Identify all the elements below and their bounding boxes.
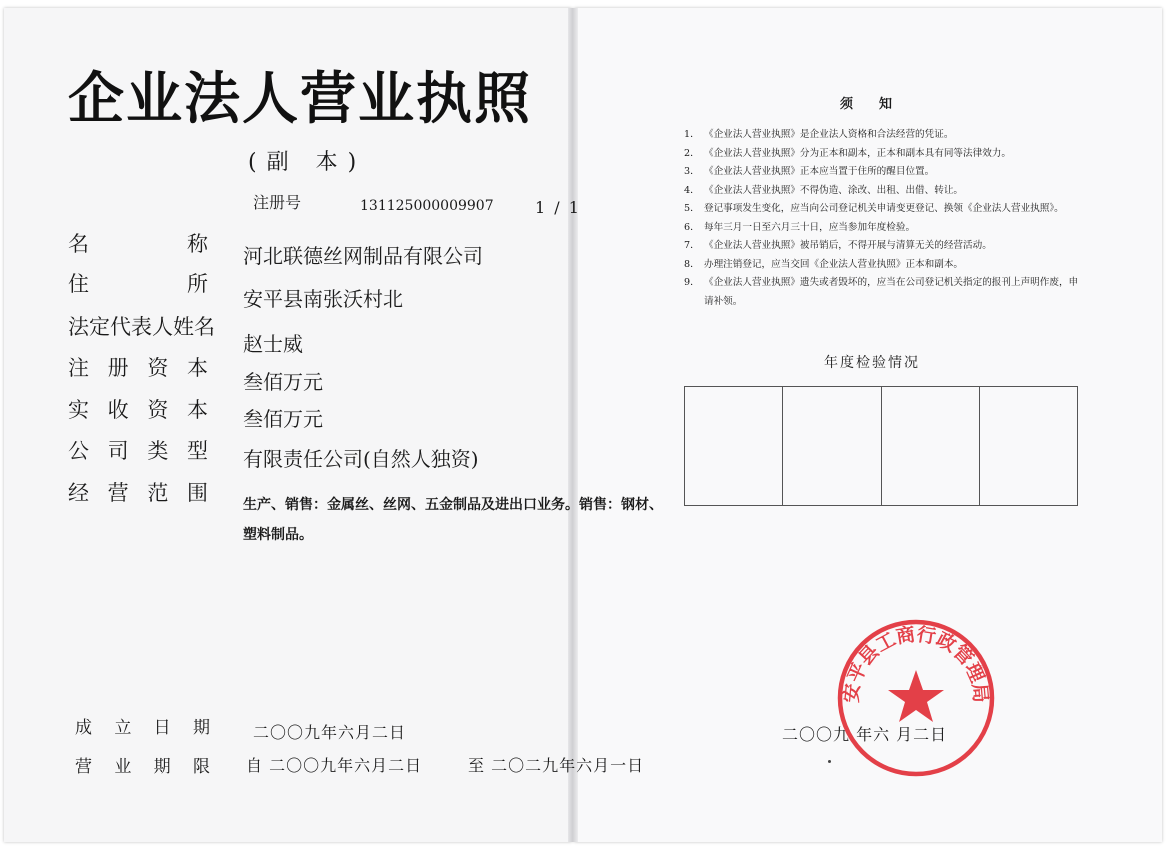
business-term-from: 自 二〇〇九年六月二日 bbox=[246, 756, 423, 775]
license-title: 企业法人营业执照 bbox=[68, 66, 532, 132]
issue-date: 二〇〇九 年六 月二日 bbox=[782, 725, 948, 744]
page-fold bbox=[568, 8, 578, 842]
notice-title: 须知 bbox=[840, 97, 919, 112]
annual-inspection-table bbox=[684, 386, 1078, 506]
notice-item: 4． 《企业法人营业执照》不得伪造、涂改、出租、出借、转让。 bbox=[684, 184, 964, 196]
annual-inspection-title: 年度检验情况 bbox=[824, 355, 920, 371]
notice-item: 8． 办理注销登记，应当交回《企业法人营业执照》正本和副本。 bbox=[684, 258, 964, 270]
notice-item: 6． 每年三月一日至六月三十日，应当参加年度检验。 bbox=[684, 221, 916, 233]
company-name: 河北联德丝网制品有限公司 bbox=[243, 244, 483, 268]
field-label-name: 名 称 bbox=[68, 232, 208, 256]
field-label-business-scope: 经 营 范 围 bbox=[68, 481, 208, 505]
establishment-date: 二〇〇九年六月二日 bbox=[253, 723, 407, 742]
registration-page: 1 / 1 bbox=[535, 198, 581, 217]
field-label-paid-capital: 实 收 资 本 bbox=[68, 398, 208, 422]
registration-label: 注册号 bbox=[253, 193, 302, 212]
copy-label: (副 本) bbox=[248, 150, 367, 175]
inspection-cell bbox=[783, 387, 881, 505]
business-term-label: 营 业 期 限 bbox=[75, 757, 210, 777]
field-label-company-type: 公 司 类 型 bbox=[68, 439, 208, 463]
notice-item: 7． 《企业法人营业执照》被吊销后，不得开展与清算无关的经营活动。 bbox=[684, 240, 992, 251]
paid-in-capital: 叁佰万元 bbox=[243, 407, 323, 431]
registered-capital: 叁佰万元 bbox=[243, 370, 323, 394]
registration-number: 131125000009907 bbox=[360, 198, 494, 214]
company-address: 安平县南张沃村北 bbox=[243, 287, 403, 311]
inspection-cell bbox=[980, 387, 1077, 505]
ink-dot bbox=[828, 760, 831, 763]
seal-text: 安平县工商行政管理局 bbox=[840, 623, 992, 704]
field-label-registered-capital: 注 册 资 本 bbox=[68, 356, 208, 380]
business-term-to: 至 二〇二九年六月一日 bbox=[468, 756, 645, 775]
company-type: 有限责任公司(自然人独资) bbox=[243, 447, 479, 471]
seal-star bbox=[888, 670, 944, 722]
inspection-cell bbox=[685, 387, 783, 505]
notice-list bbox=[684, 126, 1084, 311]
legal-representative: 赵士威 bbox=[243, 332, 303, 356]
notice-item: 1． 《企业法人营业执照》是企业法人资格和合法经营的凭证。 bbox=[684, 129, 954, 140]
business-scope: 生产、销售：金属丝、丝网、五金制品及进出口业务。销售：钢材、塑料制品。 bbox=[243, 497, 663, 543]
notice-item: 9． 《企业法人营业执照》遗失或者毁坏的，应当在公司登记机关指定的报刊上声明作废，申请补领。 bbox=[684, 277, 1079, 307]
field-label-address: 住 所 bbox=[68, 272, 208, 296]
notice-item: 2． 《企业法人营业执照》分为正本和副本，正本和副本具有同等法律效力。 bbox=[684, 147, 1011, 159]
inspection-cell bbox=[882, 387, 980, 505]
notice-item: 3． 《企业法人营业执照》正本应当置于住所的醒目位置。 bbox=[684, 166, 935, 177]
notice-item: 5． 登记事项发生变化，应当向公司登记机关申请变更登记、换领《企业法人营业执照》。 bbox=[684, 203, 1064, 214]
official-seal bbox=[836, 618, 996, 778]
establishment-date-label: 成 立 日 期 bbox=[75, 718, 210, 738]
field-label-legal-rep: 法定代表人姓名 bbox=[68, 315, 215, 339]
